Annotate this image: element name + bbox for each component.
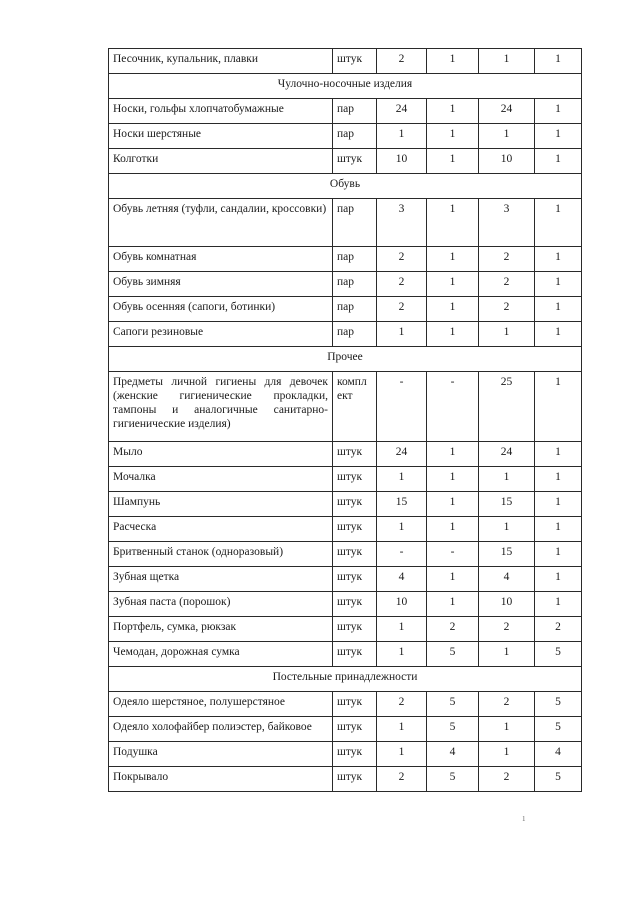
value-cell-2: 1 bbox=[427, 149, 479, 174]
value-cell-1: 2 bbox=[377, 272, 427, 297]
value-cell-1: - bbox=[377, 372, 427, 442]
value-cell-2: 1 bbox=[427, 492, 479, 517]
value-cell-1: 10 bbox=[377, 149, 427, 174]
item-name-cell: Шампунь bbox=[109, 492, 333, 517]
value-cell-4: 1 bbox=[535, 124, 582, 149]
unit-cell: пар bbox=[333, 99, 377, 124]
value-cell-4: 1 bbox=[535, 322, 582, 347]
value-cell-3: 2 bbox=[479, 617, 535, 642]
value-cell-2: 1 bbox=[427, 467, 479, 492]
value-cell-3: 2 bbox=[479, 247, 535, 272]
unit-cell: пар bbox=[333, 272, 377, 297]
table-row bbox=[109, 717, 582, 742]
value-cell-4: 4 bbox=[535, 742, 582, 767]
value-cell-1: - bbox=[377, 542, 427, 567]
unit-cell: штук bbox=[333, 517, 377, 542]
value-cell-1: 15 bbox=[377, 492, 427, 517]
table-row bbox=[109, 372, 582, 442]
table-row bbox=[109, 247, 582, 272]
table-row bbox=[109, 567, 582, 592]
item-name-cell: Мочалка bbox=[109, 467, 333, 492]
unit-cell: компл ект bbox=[333, 372, 377, 442]
table-row bbox=[109, 442, 582, 467]
item-name-cell: Колготки bbox=[109, 149, 333, 174]
value-cell-4: 5 bbox=[535, 642, 582, 667]
value-cell-2: 1 bbox=[427, 322, 479, 347]
unit-cell: штук bbox=[333, 692, 377, 717]
value-cell-2: 1 bbox=[427, 442, 479, 467]
value-cell-1: 1 bbox=[377, 717, 427, 742]
value-cell-4: 1 bbox=[535, 247, 582, 272]
item-name-cell: Обувь зимняя bbox=[109, 272, 333, 297]
value-cell-4: 1 bbox=[535, 149, 582, 174]
section-row bbox=[109, 174, 582, 199]
table-row bbox=[109, 124, 582, 149]
value-cell-3: 2 bbox=[479, 692, 535, 717]
unit-cell: пар bbox=[333, 247, 377, 272]
value-cell-3: 15 bbox=[479, 542, 535, 567]
value-cell-3: 1 bbox=[479, 467, 535, 492]
table-row bbox=[109, 542, 582, 567]
value-cell-2: 5 bbox=[427, 692, 479, 717]
value-cell-4: 1 bbox=[535, 492, 582, 517]
value-cell-2: 5 bbox=[427, 642, 479, 667]
page-mark: 1 bbox=[522, 815, 526, 823]
value-cell-3: 24 bbox=[479, 442, 535, 467]
unit-cell: штук bbox=[333, 642, 377, 667]
table-row bbox=[109, 99, 582, 124]
unit-cell: штук bbox=[333, 467, 377, 492]
item-name-cell: Зубная щетка bbox=[109, 567, 333, 592]
value-cell-1: 1 bbox=[377, 322, 427, 347]
value-cell-2: 1 bbox=[427, 567, 479, 592]
value-cell-1: 3 bbox=[377, 199, 427, 247]
item-name-cell: Одеяло холофайбер полиэстер, байковое bbox=[109, 717, 333, 742]
unit-cell: пар bbox=[333, 124, 377, 149]
value-cell-2: 1 bbox=[427, 297, 479, 322]
table-row bbox=[109, 297, 582, 322]
value-cell-2: 4 bbox=[427, 742, 479, 767]
table-row bbox=[109, 467, 582, 492]
item-name-cell: Чемодан, дорожная сумка bbox=[109, 642, 333, 667]
value-cell-2: - bbox=[427, 372, 479, 442]
value-cell-4: 1 bbox=[535, 99, 582, 124]
item-name-cell: Обувь летняя (туфли, сандалии, кроссовки) bbox=[109, 199, 333, 247]
value-cell-1: 1 bbox=[377, 742, 427, 767]
value-cell-1: 2 bbox=[377, 247, 427, 272]
value-cell-3: 1 bbox=[479, 717, 535, 742]
section-title: Прочее bbox=[109, 347, 582, 372]
value-cell-4: 1 bbox=[535, 49, 582, 74]
value-cell-4: 1 bbox=[535, 372, 582, 442]
value-cell-1: 2 bbox=[377, 767, 427, 792]
value-cell-2: 1 bbox=[427, 592, 479, 617]
item-name-cell: Сапоги резиновые bbox=[109, 322, 333, 347]
value-cell-3: 1 bbox=[479, 642, 535, 667]
value-cell-3: 2 bbox=[479, 767, 535, 792]
table-row bbox=[109, 49, 582, 74]
item-name-cell: Обувь комнатная bbox=[109, 247, 333, 272]
value-cell-1: 2 bbox=[377, 297, 427, 322]
unit-cell: штук bbox=[333, 617, 377, 642]
unit-cell: штук bbox=[333, 717, 377, 742]
value-cell-2: 1 bbox=[427, 517, 479, 542]
table-row bbox=[109, 199, 582, 247]
item-name-cell: Расческа bbox=[109, 517, 333, 542]
value-cell-1: 24 bbox=[377, 99, 427, 124]
value-cell-3: 1 bbox=[479, 742, 535, 767]
value-cell-3: 1 bbox=[479, 322, 535, 347]
value-cell-2: 1 bbox=[427, 199, 479, 247]
unit-cell: штук bbox=[333, 542, 377, 567]
value-cell-1: 10 bbox=[377, 592, 427, 617]
unit-cell: штук bbox=[333, 49, 377, 74]
table-row bbox=[109, 592, 582, 617]
section-title: Постельные принадлежности bbox=[109, 667, 582, 692]
section-row bbox=[109, 74, 582, 99]
value-cell-4: 5 bbox=[535, 717, 582, 742]
table-row bbox=[109, 692, 582, 717]
value-cell-2: - bbox=[427, 542, 479, 567]
value-cell-2: 2 bbox=[427, 617, 479, 642]
value-cell-4: 1 bbox=[535, 567, 582, 592]
table-row bbox=[109, 322, 582, 347]
value-cell-3: 25 bbox=[479, 372, 535, 442]
value-cell-1: 1 bbox=[377, 617, 427, 642]
unit-cell: штук bbox=[333, 442, 377, 467]
table-row bbox=[109, 767, 582, 792]
table-row bbox=[109, 149, 582, 174]
value-cell-2: 1 bbox=[427, 247, 479, 272]
value-cell-4: 1 bbox=[535, 592, 582, 617]
value-cell-2: 1 bbox=[427, 124, 479, 149]
value-cell-3: 1 bbox=[479, 49, 535, 74]
unit-cell: пар bbox=[333, 199, 377, 247]
value-cell-4: 1 bbox=[535, 467, 582, 492]
unit-cell: штук bbox=[333, 742, 377, 767]
unit-cell: штук bbox=[333, 592, 377, 617]
value-cell-1: 2 bbox=[377, 49, 427, 74]
unit-cell: пар bbox=[333, 297, 377, 322]
value-cell-3: 2 bbox=[479, 297, 535, 322]
item-name-cell: Покрывало bbox=[109, 767, 333, 792]
item-name-cell: Зубная паста (порошок) bbox=[109, 592, 333, 617]
value-cell-2: 5 bbox=[427, 717, 479, 742]
value-cell-1: 1 bbox=[377, 124, 427, 149]
value-cell-3: 10 bbox=[479, 149, 535, 174]
value-cell-1: 1 bbox=[377, 517, 427, 542]
item-name-cell: Носки шерстяные bbox=[109, 124, 333, 149]
table-row bbox=[109, 617, 582, 642]
value-cell-3: 10 bbox=[479, 592, 535, 617]
section-row bbox=[109, 667, 582, 692]
value-cell-2: 1 bbox=[427, 49, 479, 74]
value-cell-4: 1 bbox=[535, 297, 582, 322]
value-cell-4: 1 bbox=[535, 542, 582, 567]
unit-cell: штук bbox=[333, 149, 377, 174]
table-body bbox=[109, 49, 582, 792]
item-name-cell: Мыло bbox=[109, 442, 333, 467]
value-cell-4: 2 bbox=[535, 617, 582, 642]
item-name-cell: Бритвенный станок (одноразовый) bbox=[109, 542, 333, 567]
value-cell-3: 2 bbox=[479, 272, 535, 297]
value-cell-3: 1 bbox=[479, 124, 535, 149]
item-name-cell: Портфель, сумка, рюкзак bbox=[109, 617, 333, 642]
value-cell-1: 1 bbox=[377, 467, 427, 492]
value-cell-3: 1 bbox=[479, 517, 535, 542]
unit-cell: штук bbox=[333, 492, 377, 517]
item-name-cell: Подушка bbox=[109, 742, 333, 767]
value-cell-4: 5 bbox=[535, 767, 582, 792]
value-cell-3: 3 bbox=[479, 199, 535, 247]
unit-cell: пар bbox=[333, 322, 377, 347]
value-cell-1: 2 bbox=[377, 692, 427, 717]
value-cell-1: 4 bbox=[377, 567, 427, 592]
unit-cell: штук bbox=[333, 567, 377, 592]
section-title: Обувь bbox=[109, 174, 582, 199]
value-cell-1: 1 bbox=[377, 642, 427, 667]
item-name-cell: Предметы личной гигиены для девочек (женские гигиенические прокладки, тампоны и аналогичные санитарно-гигиенические изделия) bbox=[109, 372, 333, 442]
table-row bbox=[109, 742, 582, 767]
unit-cell: штук bbox=[333, 767, 377, 792]
table-row bbox=[109, 517, 582, 542]
section-title: Чулочно-носочные изделия bbox=[109, 74, 582, 99]
value-cell-4: 5 bbox=[535, 692, 582, 717]
table-row bbox=[109, 642, 582, 667]
value-cell-4: 1 bbox=[535, 199, 582, 247]
value-cell-3: 15 bbox=[479, 492, 535, 517]
item-name-cell: Песочник, купальник, плавки bbox=[109, 49, 333, 74]
table-row bbox=[109, 272, 582, 297]
item-name-cell: Обувь осенняя (сапоги, ботинки) bbox=[109, 297, 333, 322]
value-cell-2: 5 bbox=[427, 767, 479, 792]
value-cell-2: 1 bbox=[427, 99, 479, 124]
value-cell-4: 1 bbox=[535, 517, 582, 542]
value-cell-3: 4 bbox=[479, 567, 535, 592]
value-cell-4: 1 bbox=[535, 442, 582, 467]
value-cell-2: 1 bbox=[427, 272, 479, 297]
item-name-cell: Одеяло шерстяное, полушерстяное bbox=[109, 692, 333, 717]
table-row bbox=[109, 492, 582, 517]
supply-norms-table bbox=[108, 48, 582, 792]
item-name-cell: Носки, гольфы хлопчатобумажные bbox=[109, 99, 333, 124]
value-cell-4: 1 bbox=[535, 272, 582, 297]
value-cell-3: 24 bbox=[479, 99, 535, 124]
value-cell-1: 24 bbox=[377, 442, 427, 467]
section-row bbox=[109, 347, 582, 372]
